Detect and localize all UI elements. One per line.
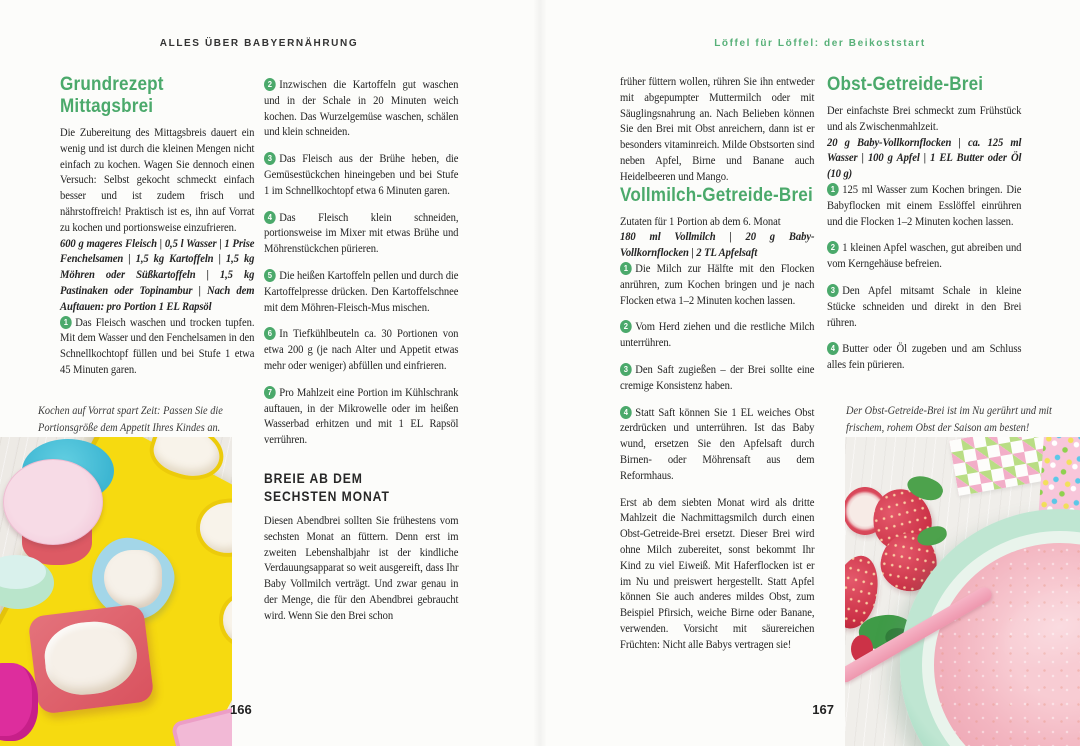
prep-containers-photo [0, 437, 232, 746]
recipe-step [60, 315, 254, 378]
pink-container-lid [3, 459, 103, 545]
section-continuation: früher füttern wollen, rühren Sie ihn entweder mit abgepumpter Muttermilch oder mit Säuglingsnahrung an. Nach Belieben können Sie den Brei mit Obst anreichern, dann ist er besonders vitaminreich. Milde Obstsorten sind neben Apfel, Birne und Banane auch Heidelbeeren und Mango. [620, 74, 815, 183]
recipe-intro: Die Zubereitung des Mittagsbreis dauert ein wenig und ist durch die kleinen Mengen nicht einfach zu kochen. Wagen Sie dennoch einen Versuch: Selbst gekocht schmeckt einfach besser und ist zudem frisch und nährstoffreich! Praktisch ist es, ihn auf Vorrat zu kochen und portionsweise einzufrieren. [60, 125, 255, 234]
step-number-badge: 6 [264, 327, 276, 340]
page-number-left: 166 [230, 702, 252, 717]
recipe-step [620, 405, 814, 484]
running-head-right: Löffel für Löffel: der Beikoststart [714, 38, 926, 49]
ingredients-line: 20 g Baby-Vollkornflocken | ca. 125 ml Wasser | 100 g Apfel | 1 EL Butter oder Öl (10 g) [827, 134, 1022, 181]
photo-caption-right: Der Obst-Getreide-Brei ist im Nu gerührt und mit frischem, rohem Obst der Saison am besten! [846, 405, 1052, 434]
photo-caption-left: Kochen auf Vorrat spart Zeit: Passen Sie die Portionsgröße dem Appetit Ihres Kindes an. [38, 405, 223, 434]
step-number-badge: 4 [264, 211, 276, 224]
recipe-step [264, 385, 458, 448]
recipe-step [264, 268, 458, 315]
step-text: Den Apfel mitsamt Schale in kleine Stücke schneiden und direkt in den Brei rühren. [827, 282, 1022, 329]
recipe-step [827, 182, 1021, 229]
step-number-badge: 2 [827, 241, 839, 254]
step-number-badge: 2 [620, 320, 632, 333]
recipe-step [620, 261, 814, 308]
recipe-step [620, 319, 814, 351]
step-text: 125 ml Wasser zum Kochen bringen. Die Babyflocken mit einem Esslöffel einrühren und die Flocken 1–2 Minuten kochen lassen. [827, 181, 1022, 228]
recipe-step [264, 326, 458, 373]
step-text: Das Fleisch klein schneiden, portionsweise im Mixer mit etwas Brühe und Möhrenstückchen pürieren. [264, 209, 459, 256]
recipe-step [264, 77, 458, 140]
step-text: Butter oder Öl zugeben und am Schluss alles fein pürieren. [827, 341, 1022, 372]
step-text: Pro Mahlzeit eine Portion im Kühlschrank auftauen, in der Mikrowelle oder im heißen Wasserbad erhitzen und mit 1 EL Rapsöl verrühren. [264, 384, 459, 447]
step-text: 1 kleinen Apfel waschen, gut abreiben und vom Kerngehäuse befreien. [827, 240, 1022, 271]
step-text: Die Milch zur Hälfte mit den Flocken anrühren, zum Kochen bringen und je nach Flocken etwa 1–2 Minuten kochen lassen. [620, 260, 815, 307]
right-page-column-2 [827, 74, 1021, 373]
step-text: Das Fleisch aus der Brühe heben, die Gemüsestückchen hineingeben und bei Stufe 1 im Schnellkochtopf etwa 6 Minuten garen. [264, 151, 459, 197]
step-number-badge: 1 [620, 262, 632, 275]
recipe-step [827, 341, 1021, 373]
right-page-column-1 [620, 74, 814, 653]
step-number-badge: 3 [620, 363, 632, 376]
step-text: Die heißen Kartoffeln pellen und durch die Kartoffelpresse drücken. Den Kartoffelschnee mit dem Möhren-Fleisch-Mus mischen. [264, 267, 459, 314]
ingredients-line: 600 g mageres Fleisch | 0,5 l Wasser | 1 Prise Fenchelsamen | 1,5 kg Kartoffeln | 1,5 kg Möhren oder Süßkartoffeln | 1,5 kg Pastinaken oder Topinambur | Nach dem Auftauen: pro Portion 1 EL Rapsöl [60, 235, 255, 313]
section-outro: Erst ab dem siebten Monat wird als dritte Mahlzeit die Nachmittagsmilch durch einen Obst-Getreide-Brei ersetzt. Dieser Brei wird ohne Milch zubereitet, sonst bekommt Ihr Kind zu viel Eiweiß. Mit Haferflocken ist er im Nu und preiswert hergestellt. Statt Apfel können Sie auch anderes mildes Obst, zum Beispiel Pfirsich, weiche Birne oder Banane, verwenden. Vorsicht mit säurereichen Früchten: Nicht alle Babys vertragen sie! [620, 494, 815, 651]
page-spine-shadow [533, 0, 547, 746]
yield-line: Zutaten für 1 Portion ab dem 6. Monat [620, 213, 781, 228]
section-heading-sechster-monat: BREIE AB DEM SECHSTEN MONAT [264, 470, 390, 504]
page-number-right: 167 [812, 702, 834, 717]
step-number-badge: 4 [620, 406, 632, 419]
step-number-badge: 3 [264, 152, 276, 165]
step-number-badge: 2 [264, 78, 276, 91]
recipe-step [620, 362, 814, 394]
step-text: Statt Saft können Sie 1 EL weiches Obst zerdrücken und unterrühren. Ist das Baby wund, ersetzen Sie den Apfelsaft durch Birnen- oder Möhrensaft aus dem Reformhaus. [620, 404, 815, 482]
step-number-badge: 4 [827, 342, 839, 355]
left-page-column-1 [60, 74, 254, 378]
left-page-column-2 [264, 74, 458, 624]
recipe-intro: Der einfachste Brei schmeckt zum Frühstück und als Zwischenmahlzeit. [827, 103, 1022, 133]
step-text: Inzwischen die Kartoffeln gut waschen und in der Schale in 20 Minuten weich kochen. Das Wurzelgemüse waschen, schälen und klein schneiden. [264, 77, 459, 139]
fruit-porridge-photo [845, 437, 1080, 746]
ingredients-line: 180 ml Vollmilch | 20 g Baby-Vollkornflocken | 2 TL Apfelsaft [620, 229, 815, 260]
recipe-title-mittagsbrei: Grundrezept Mittagsbrei [60, 74, 164, 117]
puree-in-star-bowl [104, 550, 162, 608]
step-text: Vom Herd ziehen und die restliche Milch unterrühren. [620, 319, 815, 350]
running-head-left: ALLES ÜBER BABYERNÄHRUNG [159, 38, 359, 49]
step-text: In Tiefkühlbeuteln ca. 30 Portionen von etwa 200 g (je nach Alter und Appetit etwas mehr oder weniger) abfüllen und einfrieren. [264, 326, 459, 372]
step-number-badge: 7 [264, 386, 276, 399]
section-body: Diesen Abendbrei sollten Sie frühestens vom sechsten Monat an füttern. Denn erst im zweiten Lebenshalbjahr ist der kindliche Verdauungsapparat so weit ausgereift, dass Ihr Baby Vollmilch verträgt. Und zwar genau in der Menge, die für den Abendbrei gebraucht wird. Wenn Sie den Brei schon [264, 512, 459, 622]
step-number-badge: 1 [827, 183, 839, 196]
step-text: Den Saft zugießen – der Brei sollte eine cremige Konsistenz haben. [620, 361, 815, 392]
step-number-badge: 3 [827, 284, 839, 297]
step-number-badge: 5 [264, 269, 276, 282]
step-text: Das Fleisch waschen und trocken tupfen. Mit dem Wasser und den Fenchelsamen in den Schnellkochtopf füllen und bei Stufe 1 etwa 45 Minuten garen. [60, 314, 255, 376]
recipe-step [264, 210, 458, 257]
recipe-title-obst: Obst-Getreide-Brei [827, 74, 984, 95]
step-number-badge: 1 [60, 316, 72, 329]
recipe-step [827, 240, 1021, 272]
recipe-step [827, 283, 1021, 330]
recipe-step [264, 151, 458, 198]
recipe-title-vollmilch: Vollmilch-Getreide-Brei [620, 184, 813, 206]
